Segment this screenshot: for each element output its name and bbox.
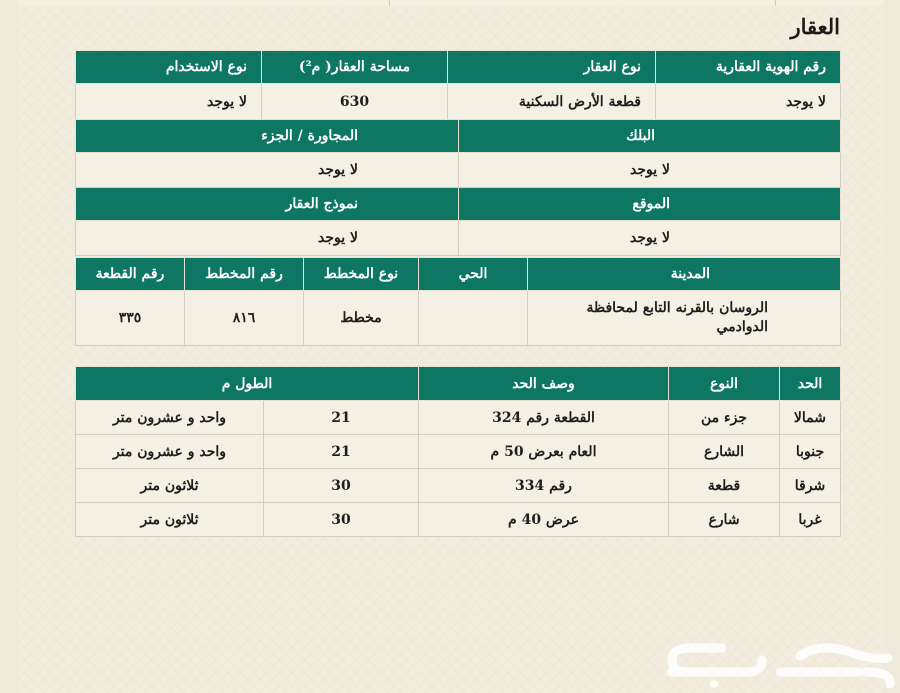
boundary-length-words: واحد و عشرون متر	[76, 401, 264, 435]
property-address-table	[75, 257, 841, 346]
header-boundary-length: الطول م	[76, 367, 419, 401]
property-location-table	[75, 119, 841, 256]
value-block: لا يوجد	[459, 153, 841, 188]
boundary-length: 21	[264, 435, 419, 469]
boundary-type: شارع	[669, 503, 780, 537]
haraj-watermark-logo	[660, 632, 900, 690]
header-property-id: رقم الهوية العقارية	[656, 51, 841, 84]
boundary-description: رقم 334	[419, 469, 669, 503]
boundary-length-words: واحد و عشرون متر	[76, 435, 264, 469]
boundary-length: 30	[264, 469, 419, 503]
value-neighbor: لا يوجد	[76, 153, 459, 188]
header-boundary-side: الحد	[780, 367, 841, 401]
value-city	[528, 291, 841, 346]
value-district	[419, 291, 528, 346]
value-city-line-1: الروسان بالقرنه التابع لمحافظة	[586, 300, 768, 316]
boundaries-header-row	[76, 367, 841, 401]
value-plan-type: مخطط	[304, 291, 419, 346]
location-header-row-1	[76, 120, 841, 153]
section-title: العقار	[790, 14, 840, 39]
header-property-area: مساحة العقار( م²)	[262, 51, 448, 84]
header-usage-type: نوع الاستخدام	[76, 51, 262, 84]
boundary-description: العام بعرض 50 م	[419, 435, 669, 469]
property-info-table	[75, 50, 841, 120]
location-header-row-2	[76, 188, 841, 221]
header-plan-number: رقم المخطط	[185, 258, 304, 291]
boundary-length-words: ثلاثون متر	[76, 503, 264, 537]
value-plan-number: ٨١٦	[185, 291, 304, 346]
address-header-row	[76, 258, 841, 291]
value-city-line-2: الدوادمي	[716, 319, 768, 335]
address-value-row	[76, 291, 841, 346]
header-block: البلك	[459, 120, 841, 153]
boundary-row	[76, 469, 841, 503]
location-value-row-2	[76, 221, 841, 256]
property-info-value-row	[76, 84, 841, 120]
boundary-type: الشارع	[669, 435, 780, 469]
value-model: لا يوجد	[76, 221, 459, 256]
boundary-side: جنوبا	[780, 435, 841, 469]
header-property-type: نوع العقار	[448, 51, 656, 84]
header-boundary-description: وصف الحد	[419, 367, 669, 401]
header-district: الحي	[419, 258, 528, 291]
boundary-type: قطعة	[669, 469, 780, 503]
header-plan-type: نوع المخطط	[304, 258, 419, 291]
boundary-side: شرقا	[780, 469, 841, 503]
property-info-header-row	[76, 51, 841, 84]
boundary-row	[76, 503, 841, 537]
location-value-row-1	[76, 153, 841, 188]
boundary-length: 21	[264, 401, 419, 435]
boundary-description: عرض 40 م	[419, 503, 669, 537]
boundary-length-words: ثلاثون متر	[76, 469, 264, 503]
boundary-side: شمالا	[780, 401, 841, 435]
boundary-length: 30	[264, 503, 419, 537]
value-property-id: لا يوجد	[656, 84, 841, 120]
value-usage-type: لا يوجد	[76, 84, 262, 120]
value-property-type: قطعة الأرض السكنية	[448, 84, 656, 120]
header-boundary-type: النوع	[669, 367, 780, 401]
header-neighbor: المجاورة / الجزء	[76, 120, 459, 153]
header-model: نموذج العقار	[76, 188, 459, 221]
boundary-row	[76, 435, 841, 469]
header-city: المدينة	[528, 258, 841, 291]
boundary-type: جزء من	[669, 401, 780, 435]
boundaries-table	[75, 366, 841, 537]
boundary-row	[76, 401, 841, 435]
value-property-area: 630	[262, 84, 448, 120]
boundary-side: غربا	[780, 503, 841, 537]
value-site: لا يوجد	[459, 221, 841, 256]
value-plot-number: ٣٣٥	[76, 291, 185, 346]
boundary-description: القطعة رقم 324	[419, 401, 669, 435]
header-plot-number: رقم القطعة	[76, 258, 185, 291]
header-site: الموقع	[459, 188, 841, 221]
